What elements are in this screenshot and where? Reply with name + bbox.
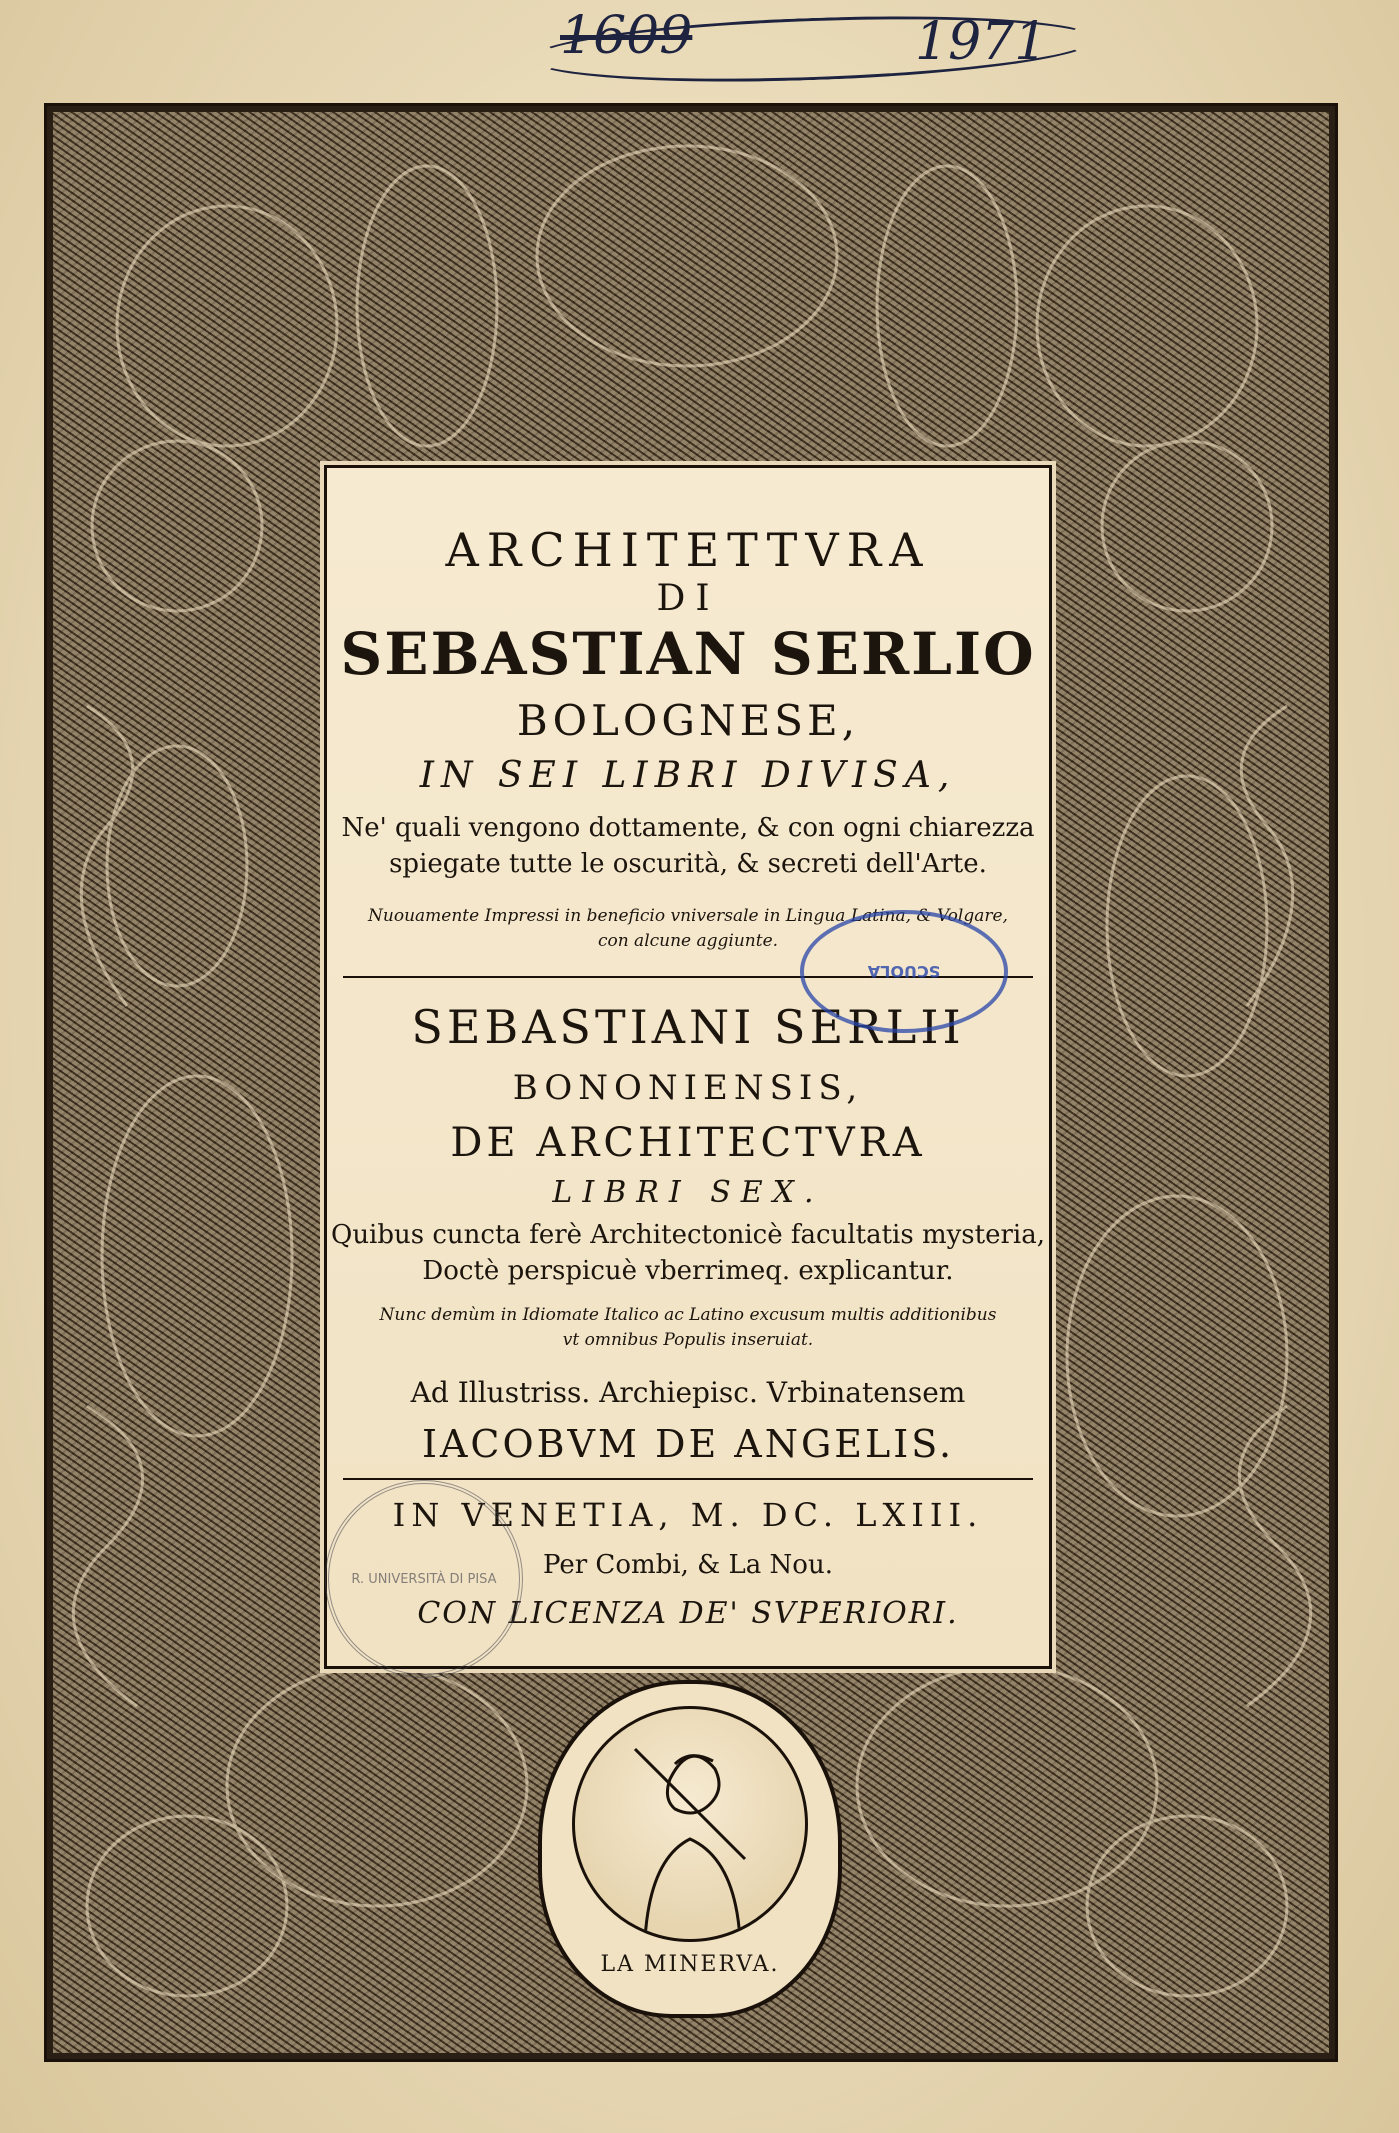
imprint-printer: Per Combi, & La Nou. — [543, 1550, 833, 1580]
title-di: DI — [656, 578, 720, 619]
author-name-latin: SEBASTIANI SERLII — [411, 1000, 965, 1054]
note-latin-1: Nunc demùm in Idiomate Italico ac Latino excusum multis additionibus — [379, 1305, 997, 1325]
title-architettura: ARCHITETTVRA — [445, 523, 931, 577]
library-stamp-gray — [325, 1480, 523, 1678]
author-origin-italian: BOLOGNESE, — [516, 696, 860, 745]
divider-rule — [343, 1478, 1033, 1480]
books-latin: LIBRI SEX. — [552, 1175, 824, 1210]
note-italian-2: con alcune aggiunte. — [597, 931, 779, 951]
handwritten-old-number: 1609 — [560, 6, 693, 66]
note-latin-2: vt omnibus Populis inseruiat. — [562, 1330, 814, 1350]
description-italian-2: spiegate tutte le oscurità, & secreti dell'Arte. — [389, 849, 987, 879]
description-latin-1: Quibus cuncta ferè Architectonicè facultatis mysteria, — [331, 1220, 1045, 1250]
author-name-italian: SEBASTIAN SERLIO — [340, 620, 1036, 688]
author-origin-latin: BONONIENSIS, — [512, 1068, 864, 1108]
handwritten-new-number: 1971 — [915, 12, 1048, 72]
stamp-gray-text: R. UNIVERSITÀ DI PISA — [351, 1571, 497, 1587]
minerva-portrait — [572, 1706, 808, 1942]
dedication-line-2: IACOBVM DE ANGELIS. — [421, 1422, 955, 1466]
dedication-line-1: Ad Illustriss. Archiepisc. Vrbinatensem — [410, 1376, 966, 1409]
minerva-figure-icon — [575, 1709, 805, 1939]
books-italian: IN SEI LIBRI DIVISA, — [419, 755, 957, 796]
imprint-place-date: IN VENETIA, M. DC. LXIII. — [392, 1496, 984, 1534]
minerva-medallion — [538, 1680, 842, 2018]
title-latin: DE ARCHITECTVRA — [450, 1120, 926, 1166]
library-stamp-blue — [800, 910, 1008, 1033]
note-italian-1: Nuouamente Impressi in beneficio vniversale in Lingua Latina, & Volgare, — [368, 906, 1008, 926]
stamp-blue-text: SCUOLA — [867, 962, 941, 981]
description-latin-2: Doctè perspicuè vberrimeq. explicantur. — [422, 1256, 954, 1286]
description-italian-1: Ne' quali vengono dottamente, & con ogni chiarezza — [341, 813, 1035, 843]
medallion-label: LA MINERVA. — [600, 1952, 780, 1977]
imprint-license: CON LICENZA DE' SVPERIORI. — [417, 1596, 959, 1631]
